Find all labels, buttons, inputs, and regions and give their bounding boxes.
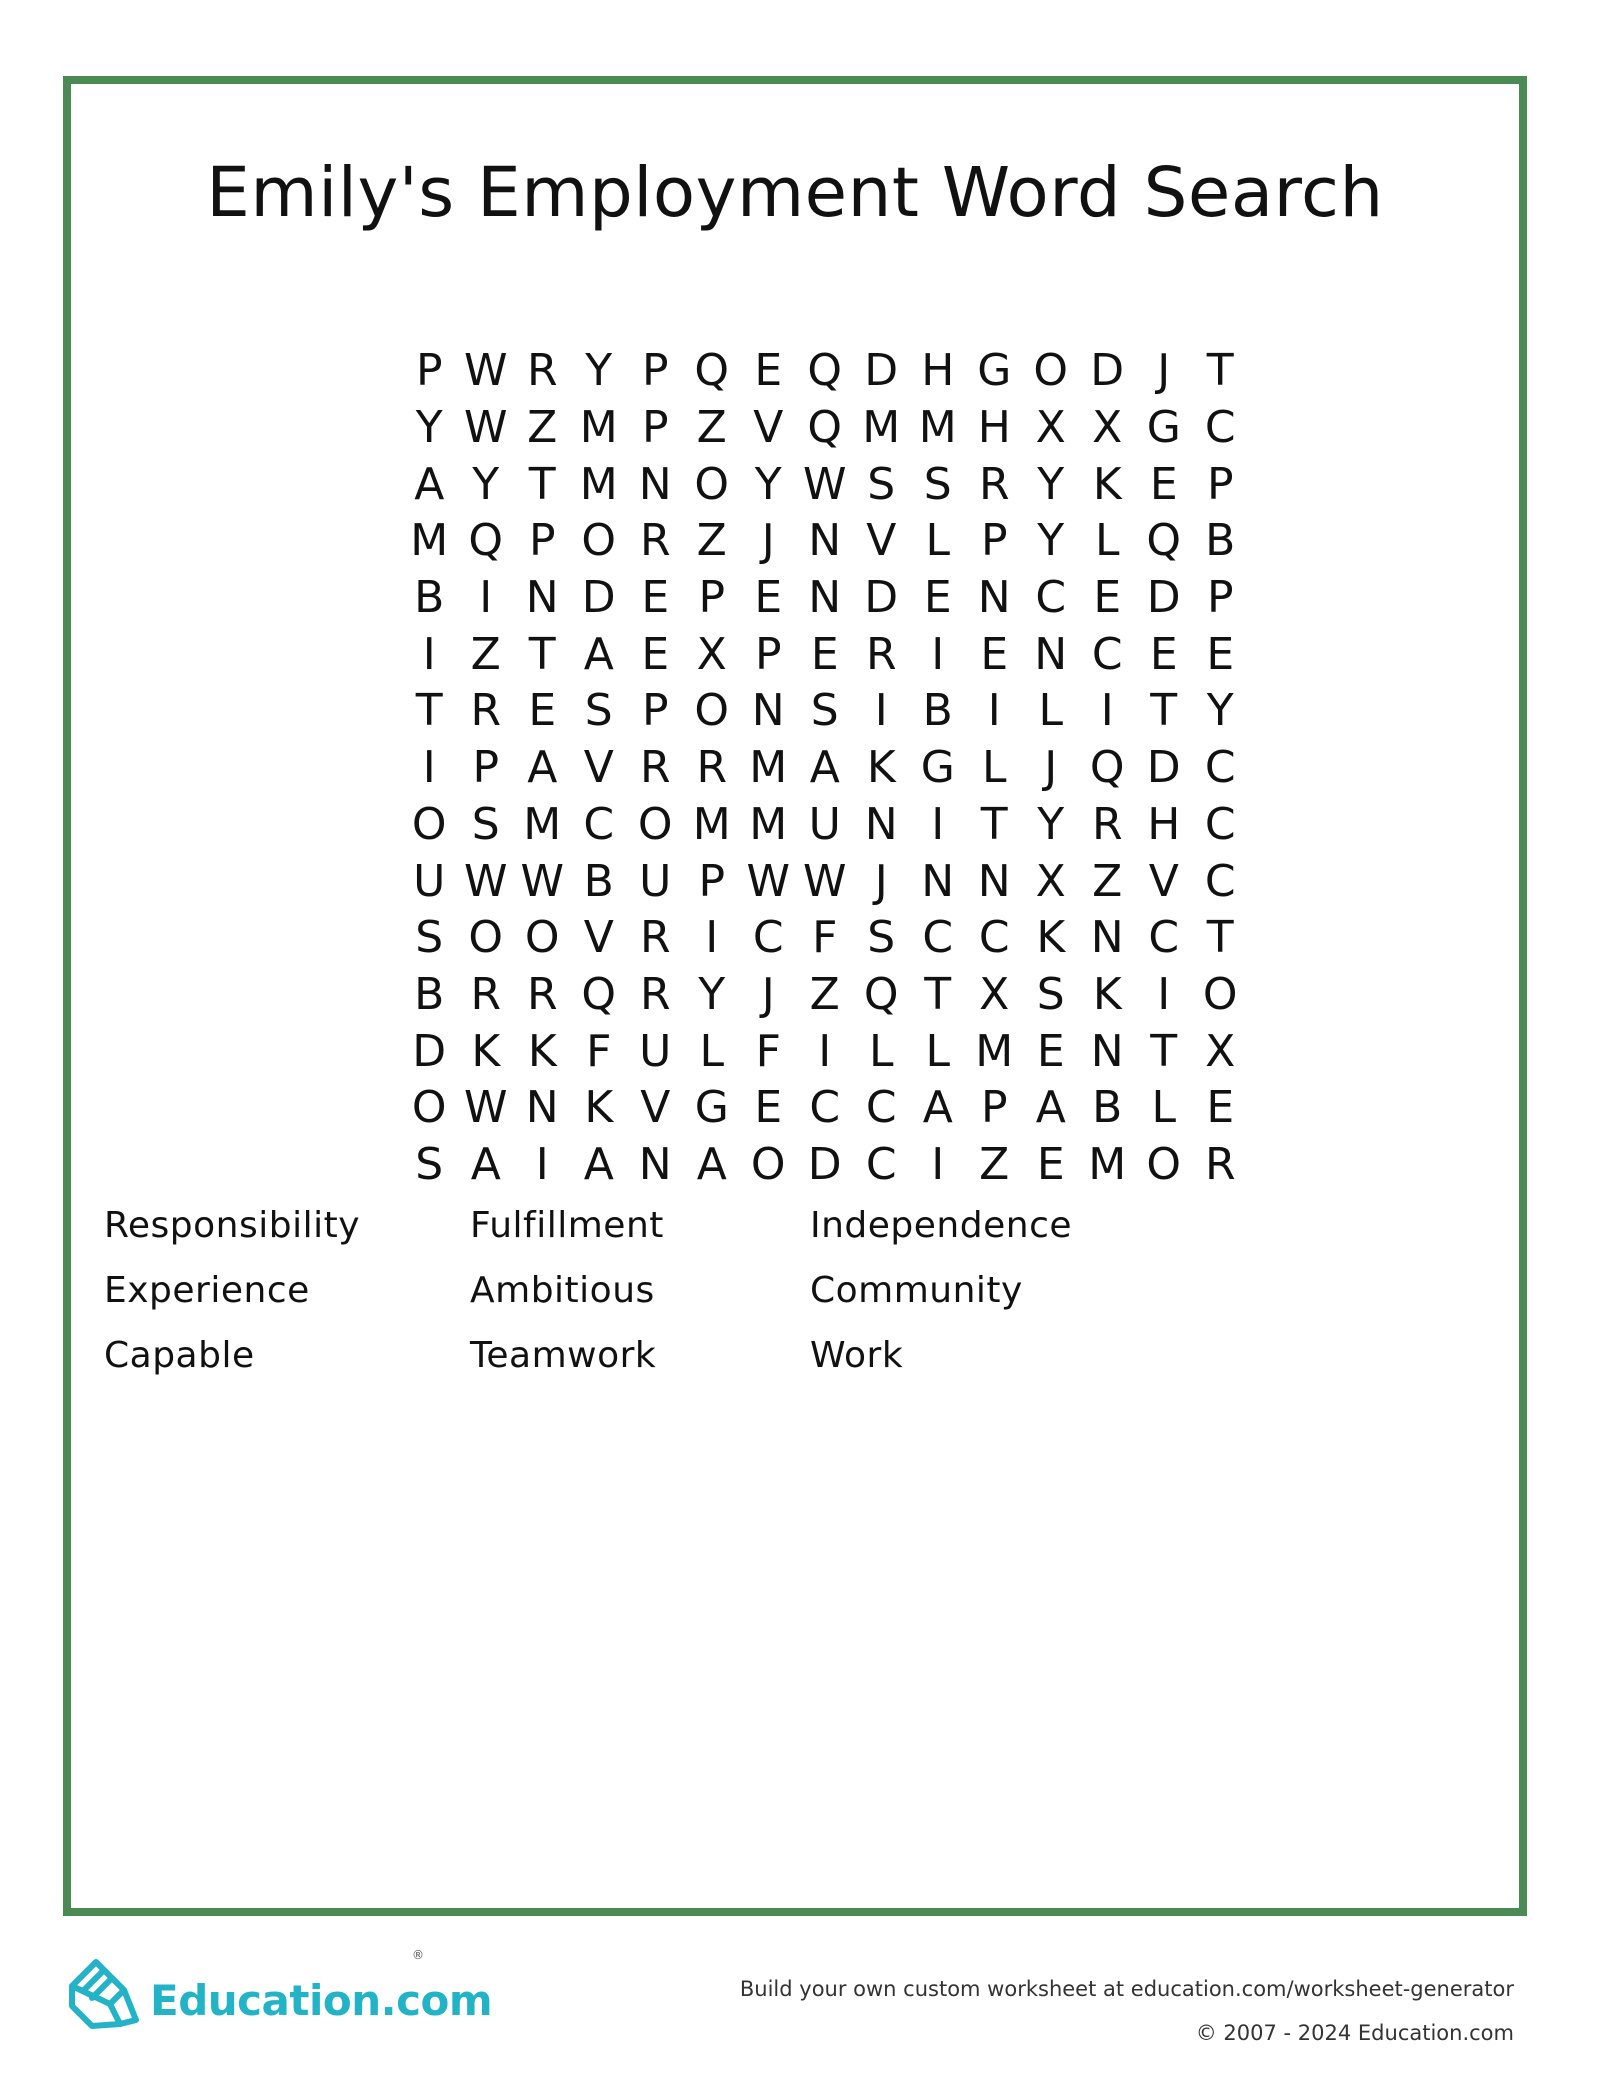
grid-letter: V bbox=[1148, 855, 1179, 907]
grid-letter: W bbox=[463, 345, 508, 397]
grid-letter: R bbox=[696, 742, 728, 794]
grid-letter: T bbox=[1206, 345, 1234, 397]
grid-letter: Q bbox=[581, 968, 617, 1020]
grid-letter: M bbox=[579, 402, 618, 454]
grid-letter: A bbox=[1035, 1082, 1066, 1134]
grid-letter: Q bbox=[807, 402, 843, 454]
grid-letter: O bbox=[1202, 968, 1238, 1020]
grid-letter: I bbox=[931, 1138, 945, 1190]
grid-letter: N bbox=[1090, 912, 1124, 964]
grid-letter: S bbox=[923, 458, 952, 510]
grid-letter: T bbox=[924, 968, 952, 1020]
grid-letter: V bbox=[753, 402, 784, 454]
grid-letter: E bbox=[754, 1082, 783, 1134]
grid-letter: M bbox=[410, 515, 449, 567]
grid-letter: D bbox=[412, 1025, 447, 1077]
grid-letter: W bbox=[463, 1082, 508, 1134]
grid-letter: S bbox=[471, 798, 500, 850]
grid-letter: E bbox=[1093, 572, 1122, 624]
grid-letter: L bbox=[925, 1025, 950, 1077]
grid-letter: L bbox=[1151, 1082, 1176, 1134]
grid-letter: M bbox=[749, 742, 788, 794]
grid-letter: K bbox=[1036, 912, 1066, 964]
grid-letter: G bbox=[694, 1082, 729, 1134]
grid-letter: O bbox=[1146, 1138, 1182, 1190]
grid-letter: Z bbox=[979, 1138, 1010, 1190]
grid-letter: R bbox=[639, 912, 671, 964]
grid-letter: O bbox=[694, 685, 730, 737]
grid-letter: X bbox=[1035, 855, 1066, 907]
grid-letter: A bbox=[583, 628, 614, 680]
grid-letter: M bbox=[749, 798, 788, 850]
grid-letter: R bbox=[865, 628, 897, 680]
grid-letter: N bbox=[921, 855, 955, 907]
grid-letter: R bbox=[470, 685, 502, 737]
grid-letter: P bbox=[698, 855, 726, 907]
grid-letter: C bbox=[922, 912, 954, 964]
grid-letter: I bbox=[705, 912, 719, 964]
grid-letter: E bbox=[1206, 1082, 1235, 1134]
grid-letter: U bbox=[639, 855, 672, 907]
grid-letter: S bbox=[584, 685, 613, 737]
grid-letter: C bbox=[865, 1138, 897, 1190]
grid-letter: M bbox=[1088, 1138, 1127, 1190]
grid-letter: D bbox=[864, 572, 899, 624]
grid-letter: I bbox=[422, 742, 436, 794]
grid-letter: Q bbox=[1146, 515, 1182, 567]
grid-letter: Q bbox=[807, 345, 843, 397]
grid-letter: N bbox=[638, 458, 672, 510]
grid-letter: E bbox=[1036, 1138, 1065, 1190]
grid-letter: J bbox=[1157, 345, 1171, 397]
grid-letter: Z bbox=[1092, 855, 1123, 907]
grid-letter: Y bbox=[585, 345, 613, 397]
grid-letter: O bbox=[750, 1138, 786, 1190]
grid-letter: K bbox=[527, 1025, 557, 1077]
grid-letter: A bbox=[414, 458, 445, 510]
grid-letter: M bbox=[579, 458, 618, 510]
grid-letter: A bbox=[527, 742, 558, 794]
grid-letter: Q bbox=[694, 345, 730, 397]
grid-letter: P bbox=[472, 742, 500, 794]
grid-letter: C bbox=[583, 798, 615, 850]
registered-mark: ® bbox=[412, 1948, 424, 1962]
grid-letter: T bbox=[528, 458, 556, 510]
grid-letter: C bbox=[1204, 798, 1236, 850]
grid-letter: J bbox=[874, 855, 888, 907]
grid-letter: W bbox=[802, 458, 847, 510]
grid-letter: M bbox=[918, 402, 957, 454]
grid-letter: N bbox=[638, 1138, 672, 1190]
grid-letter: G bbox=[920, 742, 955, 794]
grid-letter: K bbox=[471, 1025, 501, 1077]
grid-letter: B bbox=[1205, 515, 1236, 567]
grid-letter: S bbox=[415, 912, 444, 964]
grid-letter: P bbox=[528, 515, 556, 567]
grid-letter: H bbox=[921, 345, 955, 397]
grid-letter: B bbox=[583, 855, 614, 907]
grid-letter: P bbox=[641, 685, 669, 737]
grid-letter: N bbox=[977, 855, 1011, 907]
grid-letter: G bbox=[977, 345, 1012, 397]
grid-letter: D bbox=[864, 345, 899, 397]
grid-letter: X bbox=[696, 628, 727, 680]
grid-letter: N bbox=[525, 1082, 559, 1134]
grid-letter: I bbox=[874, 685, 888, 737]
grid-letter: B bbox=[414, 572, 445, 624]
grid-letter: L bbox=[981, 742, 1007, 794]
grid-letter: H bbox=[1147, 798, 1181, 850]
grid-letter: D bbox=[1146, 742, 1181, 794]
grid-letter: M bbox=[975, 1025, 1014, 1077]
grid-letter: E bbox=[923, 572, 952, 624]
grid-letter: S bbox=[1036, 968, 1065, 1020]
grid-letter: O bbox=[411, 1082, 447, 1134]
grid-letter: S bbox=[810, 685, 839, 737]
grid-letter: V bbox=[583, 912, 614, 964]
grid-letter: E bbox=[980, 628, 1009, 680]
grid-letter: I bbox=[931, 628, 945, 680]
grid-letter: Z bbox=[696, 515, 727, 567]
grid-letter: N bbox=[808, 515, 842, 567]
grid-letter: S bbox=[867, 912, 896, 964]
grid-letter: E bbox=[754, 345, 783, 397]
grid-letter: L bbox=[1094, 515, 1120, 567]
grid-letter: Y bbox=[415, 402, 443, 454]
grid-letter: Z bbox=[696, 402, 727, 454]
grid-letter: T bbox=[1150, 685, 1178, 737]
grid-letter: M bbox=[523, 798, 562, 850]
grid-letter: R bbox=[1091, 798, 1123, 850]
grid-letter: P bbox=[641, 345, 669, 397]
grid-letter: B bbox=[414, 968, 445, 1020]
education-logo[interactable] bbox=[62, 1948, 493, 2038]
grid-letter: U bbox=[413, 855, 446, 907]
grid-letter: O bbox=[468, 912, 504, 964]
grid-letter: D bbox=[1090, 345, 1125, 397]
grid-letter: F bbox=[812, 912, 838, 964]
grid-letter: A bbox=[583, 1138, 614, 1190]
grid-letter: F bbox=[755, 1025, 781, 1077]
grid-letter: X bbox=[1035, 402, 1066, 454]
grid-letter: C bbox=[865, 1082, 897, 1134]
grid-letter: E bbox=[810, 628, 839, 680]
grid-letter: C bbox=[752, 912, 784, 964]
footer-build-link[interactable]: Build your own custom worksheet at education.com/worksheet-generator bbox=[739, 1977, 1514, 2001]
grid-letter: Q bbox=[468, 515, 504, 567]
grid-letter: P bbox=[754, 628, 782, 680]
grid-letter: L bbox=[1038, 685, 1063, 737]
grid-letter: F bbox=[586, 1025, 612, 1077]
grid-letter: J bbox=[761, 968, 775, 1020]
grid-letter: D bbox=[581, 572, 616, 624]
word-list-item: Experience bbox=[104, 1270, 310, 1311]
word-list-item: Fulfillment bbox=[470, 1205, 664, 1246]
grid-letter: J bbox=[761, 515, 775, 567]
grid-letter: E bbox=[1149, 458, 1178, 510]
grid-letter: K bbox=[584, 1082, 614, 1134]
grid-letter: U bbox=[808, 798, 841, 850]
grid-letter: N bbox=[751, 685, 785, 737]
grid-letter: I bbox=[535, 1138, 549, 1190]
word-search-grid bbox=[401, 343, 1249, 1193]
grid-letter: J bbox=[1044, 742, 1058, 794]
grid-letter: P bbox=[980, 515, 1008, 567]
grid-letter: R bbox=[1204, 1138, 1236, 1190]
word-list-item: Community bbox=[810, 1270, 1023, 1311]
grid-letter: C bbox=[1091, 628, 1123, 680]
grid-letter: Y bbox=[698, 968, 726, 1020]
grid-letter: E bbox=[1206, 628, 1235, 680]
grid-letter: R bbox=[470, 968, 502, 1020]
grid-letter: N bbox=[525, 572, 559, 624]
grid-letter: O bbox=[581, 515, 617, 567]
grid-letter: A bbox=[696, 1138, 727, 1190]
grid-letter: C bbox=[978, 912, 1010, 964]
grid-letter: I bbox=[1100, 685, 1114, 737]
grid-letter: Z bbox=[470, 628, 501, 680]
grid-letter: R bbox=[639, 968, 671, 1020]
grid-letter: P bbox=[1206, 458, 1234, 510]
grid-letter: L bbox=[925, 515, 950, 567]
grid-letter: W bbox=[463, 855, 508, 907]
grid-letter: L bbox=[699, 1025, 724, 1077]
word-list-item: Capable bbox=[104, 1335, 255, 1376]
grid-letter: R bbox=[639, 742, 671, 794]
grid-letter: Z bbox=[527, 402, 558, 454]
grid-letter: Y bbox=[1206, 685, 1234, 737]
grid-letter: C bbox=[1204, 855, 1236, 907]
grid-letter: Q bbox=[863, 968, 899, 1020]
logo-wordmark: Education.com bbox=[150, 1976, 493, 2025]
grid-letter: O bbox=[694, 458, 730, 510]
grid-letter: E bbox=[1036, 1025, 1065, 1077]
grid-letter: D bbox=[807, 1138, 842, 1190]
grid-letter: E bbox=[528, 685, 557, 737]
grid-letter: P bbox=[641, 402, 669, 454]
word-list-item: Independence bbox=[810, 1205, 1073, 1246]
word-list bbox=[104, 1205, 1150, 1400]
grid-letter: R bbox=[978, 458, 1010, 510]
grid-letter: I bbox=[987, 685, 1001, 737]
education-pencil-logo-icon bbox=[62, 1948, 146, 2032]
grid-letter: P bbox=[980, 1082, 1008, 1134]
grid-letter: T bbox=[528, 628, 556, 680]
grid-letter: E bbox=[641, 572, 670, 624]
grid-letter: S bbox=[415, 1138, 444, 1190]
word-list-item: Teamwork bbox=[470, 1335, 657, 1376]
word-list-item: Ambitious bbox=[470, 1270, 655, 1311]
grid-letter: U bbox=[639, 1025, 672, 1077]
grid-letter: L bbox=[868, 1025, 894, 1077]
grid-letter: V bbox=[583, 742, 614, 794]
grid-letter: N bbox=[808, 572, 842, 624]
grid-letter: I bbox=[422, 628, 436, 680]
grid-letter: N bbox=[864, 798, 898, 850]
grid-letter: K bbox=[1092, 458, 1122, 510]
grid-letter: A bbox=[809, 742, 840, 794]
grid-letter: A bbox=[470, 1138, 501, 1190]
grid-letter: E bbox=[1149, 628, 1178, 680]
grid-letter: X bbox=[1092, 402, 1123, 454]
grid-letter: R bbox=[526, 968, 558, 1020]
grid-letter: Y bbox=[472, 458, 500, 510]
grid-letter: E bbox=[641, 628, 670, 680]
grid-letter: P bbox=[415, 345, 443, 397]
grid-letter: T bbox=[415, 685, 443, 737]
grid-letter: N bbox=[1090, 1025, 1124, 1077]
grid-letter: R bbox=[526, 345, 558, 397]
grid-letter: S bbox=[867, 458, 896, 510]
grid-letter: H bbox=[977, 402, 1011, 454]
grid-letter: O bbox=[1033, 345, 1069, 397]
grid-letter: K bbox=[866, 742, 896, 794]
grid-letter: W bbox=[520, 855, 564, 907]
grid-letter: Y bbox=[754, 458, 782, 510]
grid-letter: C bbox=[1204, 402, 1236, 454]
grid-letter: R bbox=[639, 515, 671, 567]
grid-letter: X bbox=[979, 968, 1010, 1020]
grid-letter: Y bbox=[1037, 798, 1065, 850]
grid-letter: I bbox=[479, 572, 493, 624]
grid-letter: I bbox=[931, 798, 945, 850]
grid-letter: N bbox=[977, 572, 1011, 624]
grid-letter: D bbox=[1146, 572, 1181, 624]
grid-letter: Z bbox=[809, 968, 840, 1020]
grid-letter: T bbox=[1206, 912, 1234, 964]
word-list-item: Work bbox=[810, 1335, 904, 1376]
grid-letter: C bbox=[1204, 742, 1236, 794]
grid-letter: E bbox=[754, 572, 783, 624]
grid-letter: I bbox=[1157, 968, 1171, 1020]
grid-letter: P bbox=[1206, 572, 1234, 624]
grid-letter: N bbox=[1034, 628, 1068, 680]
grid-letter: V bbox=[866, 515, 897, 567]
grid-letter: O bbox=[524, 912, 560, 964]
grid-letter: I bbox=[818, 1025, 832, 1077]
grid-letter: Y bbox=[1037, 458, 1065, 510]
grid-letter: T bbox=[1150, 1025, 1178, 1077]
grid-letter: Y bbox=[1037, 515, 1065, 567]
grid-letter: O bbox=[637, 798, 673, 850]
grid-letter: M bbox=[692, 798, 731, 850]
grid-letter: O bbox=[411, 798, 447, 850]
grid-letter: X bbox=[1205, 1025, 1236, 1077]
grid-letter: W bbox=[746, 855, 790, 907]
grid-letter: C bbox=[1035, 572, 1067, 624]
worksheet-frame bbox=[63, 76, 1527, 1916]
grid-letter: W bbox=[802, 855, 847, 907]
grid-letter: P bbox=[698, 572, 726, 624]
grid-letter: V bbox=[640, 1082, 671, 1134]
grid-letter: B bbox=[1092, 1082, 1123, 1134]
grid-letter: B bbox=[922, 685, 953, 737]
word-list-item: Responsibility bbox=[104, 1205, 361, 1246]
footer-copyright: © 2007 - 2024 Education.com bbox=[1195, 2021, 1514, 2045]
grid-letter: M bbox=[862, 402, 901, 454]
grid-letter: W bbox=[463, 402, 508, 454]
grid-letter: Q bbox=[1089, 742, 1125, 794]
grid-letter: T bbox=[980, 798, 1008, 850]
grid-letter: C bbox=[1148, 912, 1180, 964]
grid-letter: C bbox=[809, 1082, 841, 1134]
grid-letter: K bbox=[1092, 968, 1122, 1020]
grid-letter: A bbox=[922, 1082, 953, 1134]
grid-letter: G bbox=[1146, 402, 1181, 454]
page-title: Emily's Employment Word Search bbox=[206, 153, 1384, 233]
